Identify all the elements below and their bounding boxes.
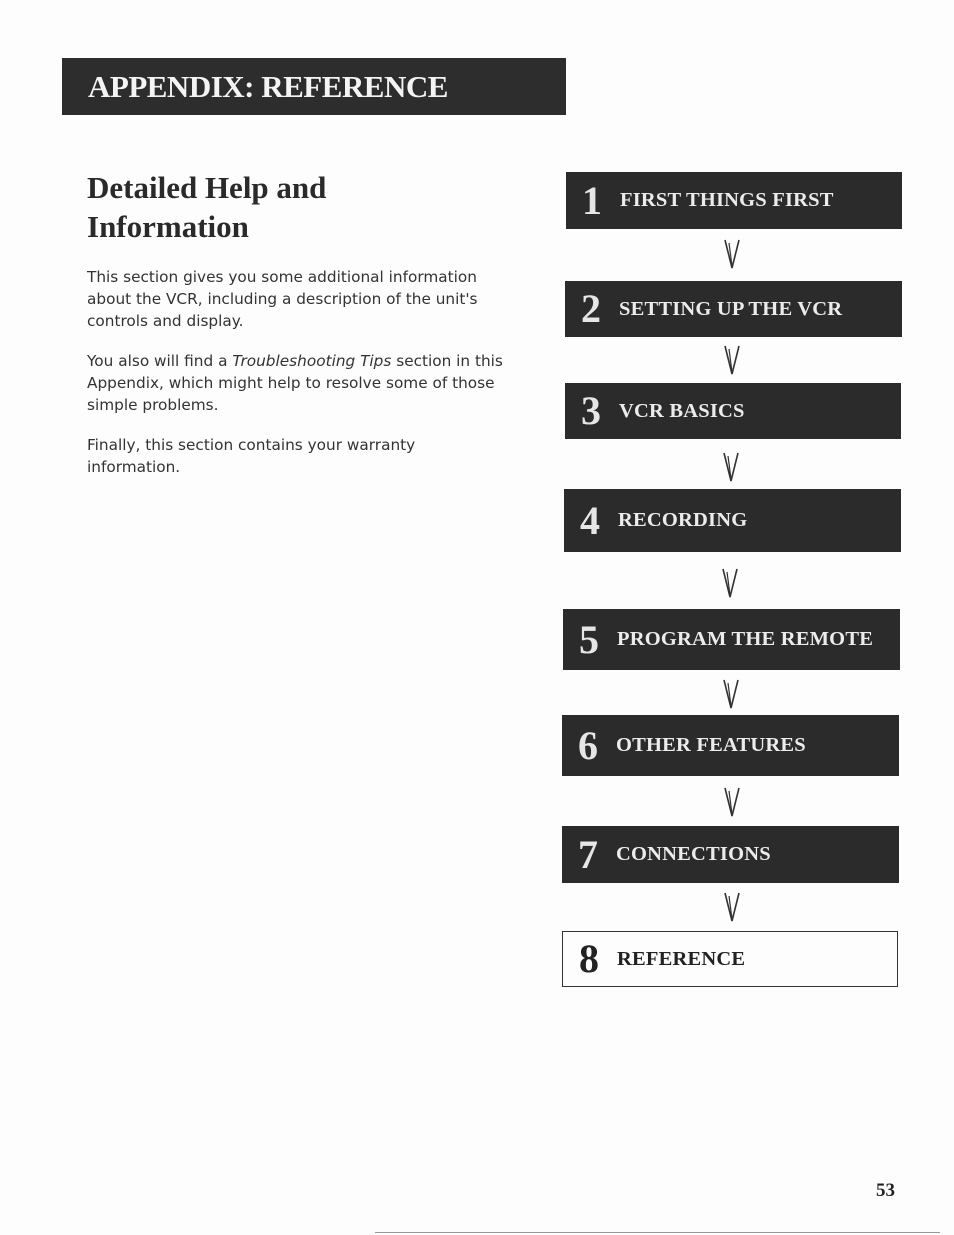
step-label: CONNECTIONS — [616, 843, 771, 865]
intro-paragraph: This section gives you some additional information about the VCR, including a description of the unit's controls and display. — [87, 268, 478, 330]
down-arrow-icon — [724, 237, 740, 269]
page-number: 53 — [876, 1180, 895, 1201]
troubleshooting-paragraph — [87, 350, 512, 416]
step-reference-current — [562, 931, 898, 987]
troubleshooting-text-after: section in this Appendix, which might help to resolve some of those simple problems. — [87, 352, 503, 414]
step-setting-up-the-vcr — [565, 281, 902, 337]
step-number: 6 — [578, 722, 598, 768]
down-arrow-icon — [722, 566, 738, 598]
step-program-the-remote — [563, 609, 900, 670]
footer-rule — [375, 1232, 940, 1233]
step-label: RECORDING — [618, 509, 748, 531]
step-number: 3 — [581, 388, 601, 433]
step-label: PROGRAM THE REMOTE — [617, 628, 874, 650]
banner-title: APPENDIX: REFERENCE — [88, 68, 448, 104]
step-label: FIRST THINGS FIRST — [620, 189, 834, 211]
down-arrow-icon — [724, 785, 740, 817]
step-label: REFERENCE — [617, 947, 746, 970]
down-arrow-icon — [723, 677, 739, 709]
step-number: 4 — [580, 497, 600, 543]
step-label: SETTING UP THE VCR — [619, 297, 843, 320]
step-label: OTHER FEATURES — [616, 734, 806, 756]
troubleshooting-text-before: You also will find a — [87, 352, 233, 370]
step-label: VCR BASICS — [619, 399, 745, 422]
down-arrow-icon — [723, 450, 739, 482]
down-arrow-icon — [724, 343, 740, 375]
warranty-paragraph: Finally, this section contains your warranty information. — [87, 436, 416, 476]
down-arrow-icon — [724, 890, 740, 922]
step-number: 5 — [579, 616, 599, 662]
page-title-line1: Detailed Help and — [87, 170, 327, 205]
step-recording — [564, 489, 901, 552]
step-vcr-basics — [565, 383, 901, 439]
step-connections — [562, 826, 899, 883]
page-title-line2: Information — [87, 209, 249, 244]
troubleshooting-tips-link-text: Troubleshooting Tips — [232, 352, 392, 370]
section-banner — [62, 58, 566, 115]
step-first-things-first — [566, 172, 902, 229]
step-number: 7 — [578, 831, 598, 877]
step-other-features — [562, 715, 899, 776]
page-title — [87, 168, 507, 246]
step-number: 1 — [582, 177, 602, 223]
step-number: 2 — [581, 286, 601, 331]
step-number: 8 — [579, 936, 599, 981]
